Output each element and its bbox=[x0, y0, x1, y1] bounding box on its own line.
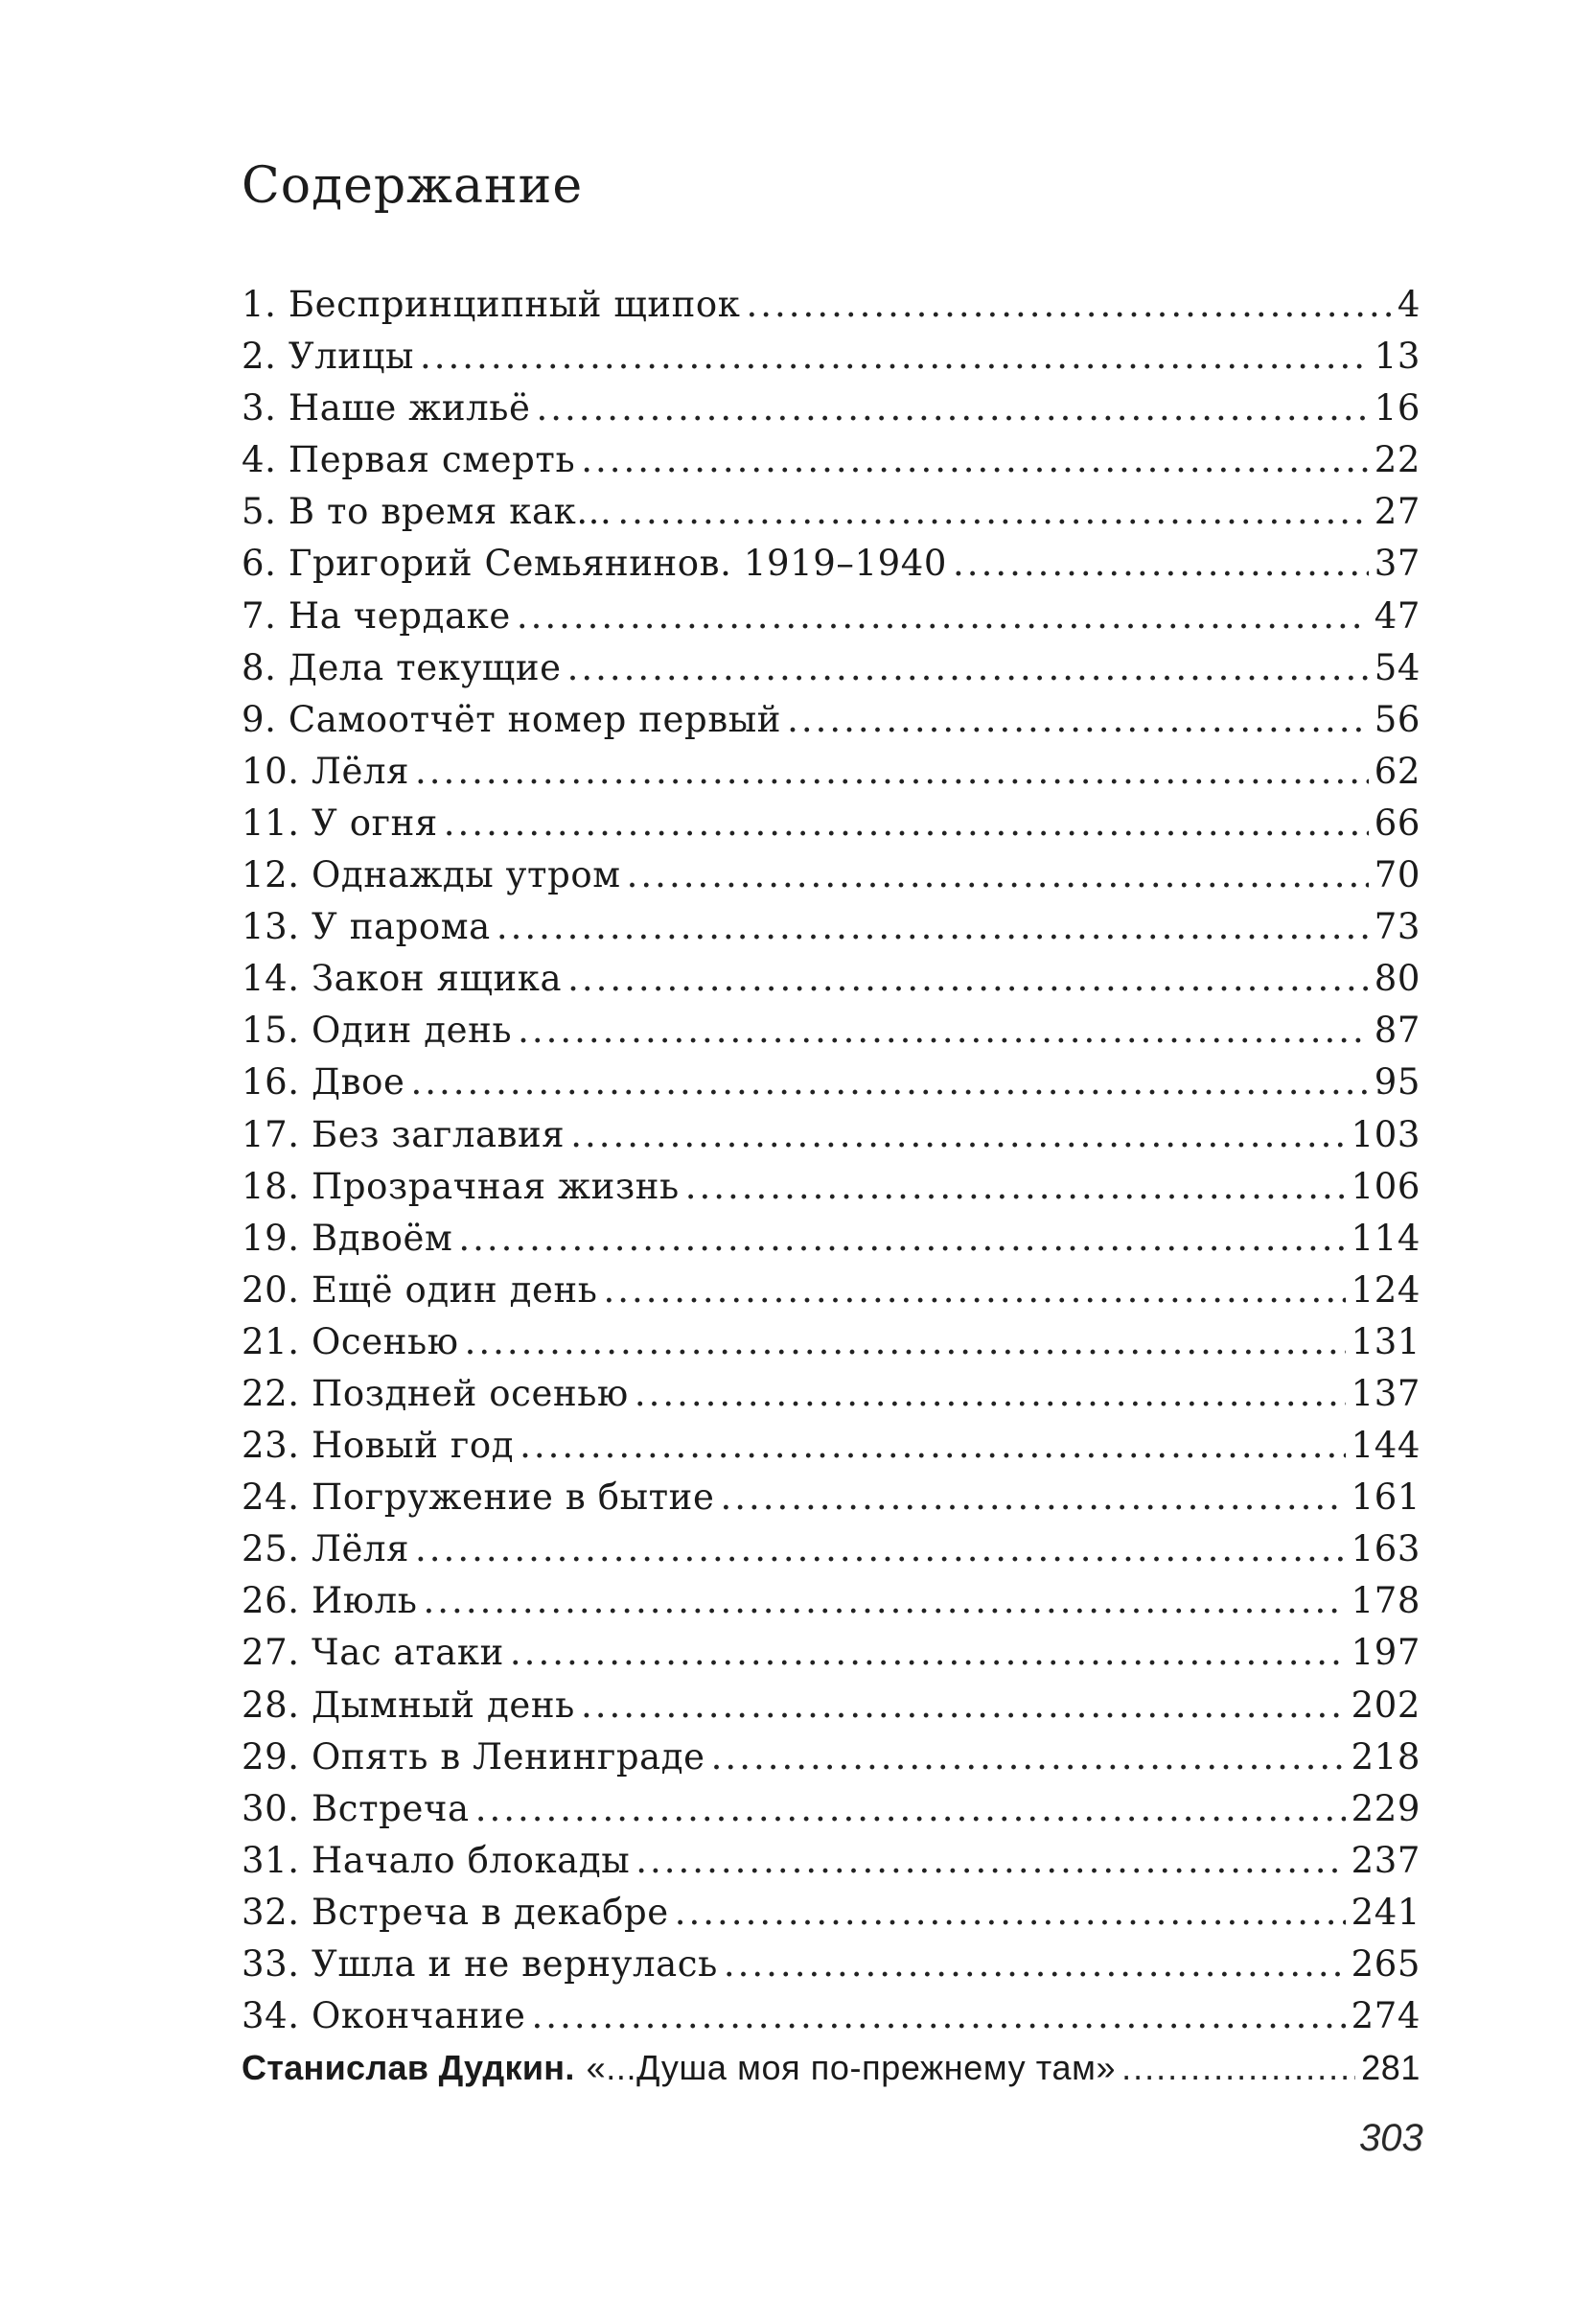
dot-leader bbox=[747, 279, 1392, 331]
toc-entry bbox=[242, 591, 1421, 642]
toc-entry-page-number: 62 bbox=[1374, 750, 1421, 792]
toc-entry bbox=[242, 331, 1421, 383]
toc-entry bbox=[242, 1680, 1421, 1731]
dot-leader bbox=[497, 901, 1369, 953]
toc-entry bbox=[242, 694, 1421, 746]
dot-leader bbox=[675, 1887, 1346, 1939]
dot-leader bbox=[537, 383, 1369, 434]
afterword-author: Станислав Дудкин. bbox=[242, 2048, 575, 2088]
toc-entry-page-number: 73 bbox=[1374, 906, 1421, 948]
toc-entry-title: 34. Окончание bbox=[242, 1995, 526, 2037]
toc-entry-page-number: 54 bbox=[1374, 646, 1421, 688]
toc-entry bbox=[242, 1368, 1421, 1420]
toc-entry-title: 24. Погружение в бытие bbox=[242, 1476, 715, 1519]
dot-leader bbox=[420, 331, 1369, 383]
dot-leader bbox=[411, 1057, 1369, 1108]
dot-leader bbox=[465, 1316, 1346, 1368]
toc-entry-title: 26. Июль bbox=[242, 1580, 418, 1622]
toc-entry-page-number: 144 bbox=[1351, 1425, 1421, 1467]
afterword-work-title: «...Душа моя по-прежнему там» bbox=[586, 2048, 1117, 2088]
toc-entry-title: 2. Улицы bbox=[242, 336, 415, 378]
toc-entry bbox=[242, 1939, 1421, 1990]
dot-leader bbox=[415, 1523, 1346, 1575]
toc-entry-title: 16. Двое bbox=[242, 1061, 405, 1104]
toc-entry-page-number: 27 bbox=[1374, 491, 1421, 533]
toc-entry-title: 3. Наше жильё bbox=[242, 387, 531, 430]
dot-leader bbox=[635, 1368, 1346, 1420]
toc-entry bbox=[242, 1472, 1421, 1523]
toc-entry-title: 1. Беспринципный щипок bbox=[242, 284, 741, 325]
toc-entry-title: 23. Новый год bbox=[242, 1425, 515, 1467]
toc-entry-page-number: 265 bbox=[1351, 1943, 1421, 1985]
toc-entry-title: 33. Ушла и не вернулась bbox=[242, 1943, 718, 1985]
toc-entry bbox=[242, 1057, 1421, 1108]
toc-entry bbox=[242, 1575, 1421, 1627]
toc-entry-page-number: 47 bbox=[1374, 594, 1421, 637]
toc-entry-page-number: 56 bbox=[1374, 698, 1421, 740]
table-of-contents bbox=[242, 279, 1421, 2094]
toc-entry bbox=[242, 538, 1421, 590]
toc-entry-page-number: 124 bbox=[1351, 1268, 1421, 1311]
dot-leader bbox=[415, 746, 1369, 798]
toc-entry-page-number: 229 bbox=[1351, 1787, 1421, 1829]
toc-entry-page-number: 137 bbox=[1351, 1372, 1421, 1414]
dot-leader bbox=[475, 1783, 1346, 1835]
toc-entry-page-number: 37 bbox=[1374, 543, 1421, 585]
toc-entry bbox=[242, 279, 1421, 331]
dot-leader bbox=[517, 591, 1369, 642]
toc-entry bbox=[242, 901, 1421, 953]
toc-entry bbox=[242, 1731, 1421, 1783]
toc-entry-page-number: 95 bbox=[1374, 1061, 1421, 1104]
toc-entry-page-number: 241 bbox=[1351, 1891, 1421, 1933]
toc-entry-page-number: 178 bbox=[1351, 1580, 1421, 1622]
toc-entry-page-number: 13 bbox=[1374, 336, 1421, 378]
toc-entry-title: 32. Встреча в декабре bbox=[242, 1891, 669, 1933]
dot-leader bbox=[532, 1990, 1346, 2042]
dot-leader bbox=[617, 486, 1368, 538]
toc-entry-title: 28. Дымный день bbox=[242, 1684, 575, 1726]
toc-entry-title: 5. В то время как... bbox=[242, 491, 612, 533]
dot-leader bbox=[581, 1680, 1346, 1731]
toc-entry-page-number: 131 bbox=[1351, 1320, 1421, 1362]
toc-entry bbox=[242, 1265, 1421, 1316]
toc-entry-page-number: 66 bbox=[1374, 802, 1421, 844]
dot-leader bbox=[570, 1109, 1345, 1161]
toc-entry bbox=[242, 1420, 1421, 1472]
dot-leader bbox=[567, 953, 1369, 1005]
toc-entry-title: 20. Ещё один день bbox=[242, 1268, 598, 1311]
toc-entry-page-number: 163 bbox=[1351, 1528, 1421, 1570]
toc-entry-page-number: 103 bbox=[1351, 1113, 1421, 1155]
toc-entry-page-number: 22 bbox=[1374, 439, 1421, 481]
page-title: Содержание bbox=[242, 157, 584, 215]
dot-leader bbox=[581, 434, 1369, 486]
dot-leader bbox=[953, 538, 1369, 590]
toc-entry-page-number: 202 bbox=[1351, 1684, 1421, 1726]
dot-leader bbox=[444, 798, 1369, 849]
dot-leader bbox=[604, 1265, 1346, 1316]
toc-entry bbox=[242, 1161, 1421, 1213]
toc-entry-title: 8. Дела текущие bbox=[242, 646, 562, 688]
toc-entry-title: 27. Час атаки bbox=[242, 1632, 504, 1674]
dot-leader bbox=[424, 1575, 1346, 1627]
dot-leader bbox=[635, 1835, 1345, 1887]
dot-leader bbox=[720, 1472, 1345, 1523]
toc-entry-page-number: 237 bbox=[1351, 1839, 1421, 1881]
toc-entry-title: 4. Первая смерть bbox=[242, 439, 576, 481]
toc-entry-title: 15. Один день bbox=[242, 1010, 513, 1052]
toc-entry-title: 19. Вдвоём bbox=[242, 1217, 453, 1259]
toc-entry bbox=[242, 383, 1421, 434]
dot-leader bbox=[724, 1939, 1346, 1990]
toc-entry-page-number: 4 bbox=[1397, 284, 1421, 325]
toc-entry-page-number: 70 bbox=[1374, 854, 1421, 896]
toc-entry bbox=[242, 953, 1421, 1005]
toc-entry-title: 18. Прозрачная жизнь bbox=[242, 1165, 680, 1207]
toc-entry-title: 10. Лёля bbox=[242, 750, 410, 792]
toc-entry-page-number: 218 bbox=[1351, 1735, 1421, 1778]
toc-entry bbox=[242, 434, 1421, 486]
toc-afterword-entry bbox=[242, 2042, 1421, 2094]
toc-entry-title: 22. Поздней осенью bbox=[242, 1372, 629, 1414]
dot-leader bbox=[711, 1731, 1346, 1783]
toc-entry-title: 13. У парома bbox=[242, 906, 491, 948]
toc-entry-title: 6. Григорий Семьянинов. 1919–1940 bbox=[242, 543, 948, 585]
dot-leader bbox=[518, 1005, 1369, 1057]
toc-entry-title: 7. На чердаке bbox=[242, 594, 511, 637]
toc-entry bbox=[242, 1523, 1421, 1575]
toc-entry bbox=[242, 849, 1421, 901]
toc-entry bbox=[242, 1213, 1421, 1265]
toc-entry bbox=[242, 642, 1421, 694]
toc-entry bbox=[242, 1990, 1421, 2042]
toc-entry-page-number: 106 bbox=[1351, 1165, 1421, 1207]
toc-entry-page-number: 87 bbox=[1374, 1010, 1421, 1052]
toc-entry bbox=[242, 746, 1421, 798]
toc-entry-page-number: 114 bbox=[1351, 1217, 1421, 1259]
toc-entry-title: 25. Лёля bbox=[242, 1528, 410, 1570]
toc-entry-title: 11. У огня bbox=[242, 802, 438, 844]
afterword-title bbox=[242, 2042, 1116, 2094]
dot-leader bbox=[510, 1627, 1346, 1679]
dot-leader bbox=[567, 642, 1369, 694]
toc-entry-title: 9. Самоотчёт номер первый bbox=[242, 698, 782, 740]
afterword-page-number: 281 bbox=[1361, 2048, 1421, 2088]
toc-entry-title: 14. Закон ящика bbox=[242, 958, 563, 1000]
toc-entry-title: 21. Осенью bbox=[242, 1320, 459, 1362]
page-folio: 303 bbox=[1359, 2117, 1423, 2159]
toc-entry-page-number: 80 bbox=[1374, 958, 1421, 1000]
dot-leader bbox=[458, 1213, 1345, 1265]
toc-entry bbox=[242, 1835, 1421, 1887]
dot-leader bbox=[787, 694, 1369, 746]
toc-entry-title: 12. Однажды утром bbox=[242, 854, 621, 896]
toc-entry bbox=[242, 1783, 1421, 1835]
toc-entry-title: 29. Опять в Ленинграде bbox=[242, 1735, 705, 1778]
toc-entry bbox=[242, 1005, 1421, 1057]
dot-leader bbox=[627, 849, 1369, 901]
dot-leader bbox=[1121, 2042, 1355, 2094]
toc-entry-title: 17. Без заглавия bbox=[242, 1113, 566, 1155]
toc-entry-title: 31. Начало блокады bbox=[242, 1839, 631, 1881]
toc-entry bbox=[242, 486, 1421, 538]
toc-entry bbox=[242, 798, 1421, 849]
toc-entry bbox=[242, 1887, 1421, 1939]
toc-entry bbox=[242, 1109, 1421, 1161]
toc-entry-page-number: 274 bbox=[1351, 1995, 1421, 2037]
toc-entry-page-number: 16 bbox=[1374, 387, 1421, 430]
dot-leader bbox=[685, 1161, 1346, 1213]
toc-entry-title: 30. Встреча bbox=[242, 1787, 470, 1829]
toc-entry bbox=[242, 1316, 1421, 1368]
dot-leader bbox=[520, 1420, 1345, 1472]
toc-entry-page-number: 161 bbox=[1351, 1476, 1421, 1519]
toc-entry-page-number: 197 bbox=[1351, 1632, 1421, 1674]
toc-entry bbox=[242, 1627, 1421, 1679]
